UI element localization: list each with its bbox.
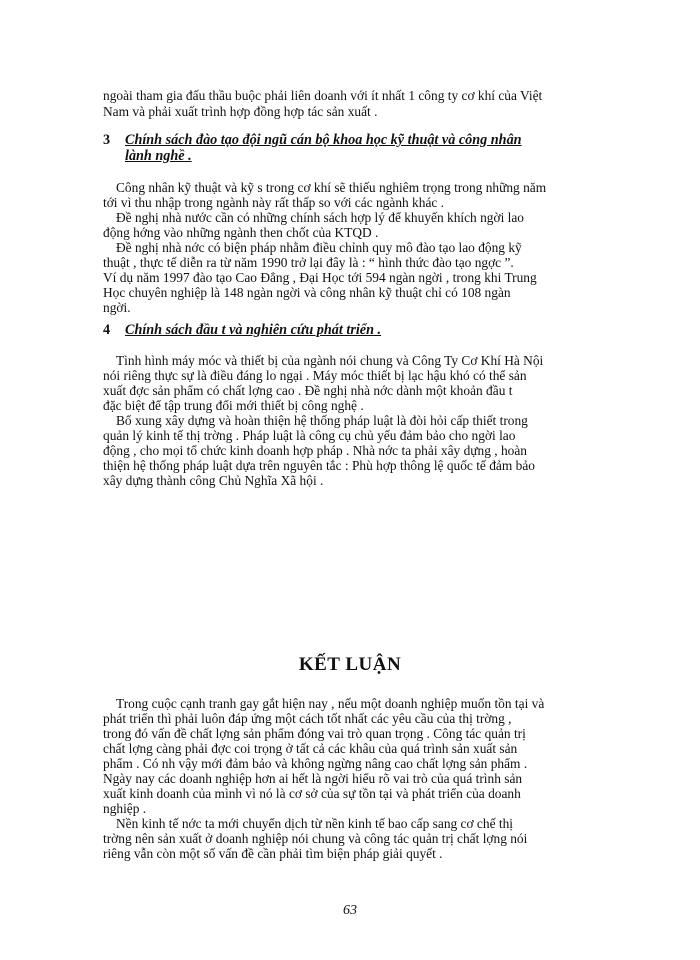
conclusion-line-2: phát triển thì phải luôn đáp ứng một cách tốt nhất các yêu cầu của thị trờng , bbox=[103, 711, 512, 726]
section-3-line-1: Công nhân kỹ thuật và kỹ s trong cơ khí sẽ thiếu nghiêm trọng trong những năm bbox=[116, 180, 547, 195]
conclusion-line-4: chất lợng càng phải đợc coi trọng ở tất cả các khâu của quá trình sản xuất sản bbox=[103, 741, 518, 756]
section-3-line-8: Học chuyên nghiệp là 148 ngàn ngời và công nhân kỹ thuật chỉ có 108 ngàn bbox=[103, 285, 511, 300]
section-4-number: 4 bbox=[103, 322, 111, 338]
section-4-line-7: động , cho mọi tổ chức kinh doanh hợp pháp . Nhà nớc ta phải xây dựng , hoàn bbox=[103, 443, 527, 458]
conclusion-line-7: xuất kinh doanh của mình vì nó là cơ sở của sự tồn tại và phát triển của doanh bbox=[103, 786, 521, 801]
section-3-line-2: tới vì thu nhập trong ngành này rất thấp so với các ngành khác . bbox=[103, 195, 445, 210]
section-4-line-3: xuất đợc sản phẩm có chất lợng cao . Đề nghị nhà nớc dành một khoản đầu t bbox=[103, 383, 513, 398]
section-4-heading bbox=[103, 322, 381, 338]
section-4-title: Chính sách đầu t và nghiên cứu phát triển . bbox=[125, 322, 382, 338]
section-3-line-7: Ví dụ năm 1997 đào tạo Cao Đẳng , Đại Học tới 594 ngàn ngời , trong khi Trung bbox=[103, 270, 537, 285]
section-4-line-1: Tình hình máy móc và thiết bị của ngành nói chung và Công Ty Cơ Khí Hà Nội bbox=[116, 353, 544, 368]
section-3-title-line-2: lành nghề . bbox=[125, 148, 192, 164]
conclusion-line-5: phẩm . Có nh vậy mới đảm bảo và không ngừng nâng cao chất lợng sản phẩm . bbox=[103, 756, 528, 771]
section-3-line-5: Đề nghị nhà nớc có biện pháp nhằm điều chỉnh quy mô đào tạo lao động kỹ bbox=[116, 240, 522, 255]
conclusion-line-3: trong đó vấn đề chất lợng sản phẩm đóng vai trò quan trọng . Công tác quản trị bbox=[103, 726, 526, 741]
intro-line-2: Nam và phải xuất trình hợp đồng hợp tác sản xuất . bbox=[103, 104, 378, 119]
section-4-line-6: quản lý kinh tế thị trờng . Pháp luật là công cụ chủ yếu đảm bảo cho ngời lao bbox=[103, 428, 516, 443]
page-number: 63 bbox=[343, 903, 357, 918]
conclusion-line-1: Trong cuộc cạnh tranh gay gắt hiện nay , nếu một doanh nghiệp muốn tồn tại và bbox=[116, 696, 545, 711]
conclusion-title: KẾT LUẬN bbox=[298, 654, 402, 675]
conclusion-line-6: Ngày nay các doanh nghiệp hơn ai hết là ngời hiểu rõ vai trò của quá trình sản bbox=[103, 771, 523, 786]
section-3-line-6: thuật , thực tế diễn ra từ năm 1990 trở lại đây là : “ hình thức đào tạo ngợc ”. bbox=[103, 255, 514, 270]
section-4-line-8: thiện hệ thống pháp luật dựa trên nguyên tắc : Phù hợp thông lệ quốc tế đảm bảo bbox=[103, 458, 535, 473]
section-3-number: 3 bbox=[103, 132, 111, 148]
section-3-line-3: Đề nghị nhà nước cần có những chính sách hợp lý để khuyến khích ngời lao bbox=[116, 210, 524, 225]
section-4-line-9: xây dựng thành công Chủ Nghĩa Xã hội . bbox=[103, 473, 324, 488]
section-4-line-5: Bổ xung xây dựng và hoàn thiện hệ thống pháp luật là đòi hỏi cấp thiết trong bbox=[116, 413, 528, 428]
section-3-line-9: ngời. bbox=[103, 300, 131, 315]
conclusion-line-9: Nền kinh tế nớc ta mới chuyển dịch từ nền kinh tế bao cấp sang cơ chế thị bbox=[116, 816, 513, 831]
section-4-line-4: đặc biệt để tập trung đổi mới thiết bị công nghệ . bbox=[103, 398, 364, 413]
conclusion-line-10: trờng nên sản xuất ở doanh nghiệp nói chung và công tác quản trị chất lợng nói bbox=[103, 831, 528, 846]
conclusion-line-11: riêng vẫn còn một số vấn đề cần phải tìm biện pháp giải quyết . bbox=[103, 846, 443, 861]
section-3-title-line-1: Chính sách đào tạo đội ngũ cán bộ khoa học kỹ thuật và công nhân bbox=[125, 132, 522, 148]
intro-line-1: ngoài tham gia đấu thầu buộc phải liên doanh với ít nhất 1 công ty cơ khí của Việt bbox=[103, 88, 543, 103]
conclusion-line-8: nghiệp . bbox=[103, 801, 147, 816]
section-3-line-4: động hớng vào những ngành then chốt của KTQD . bbox=[103, 225, 379, 240]
section-3-heading bbox=[103, 132, 522, 148]
section-3-heading-cont bbox=[125, 148, 192, 164]
section-4-line-2: nói riêng thực sự là điều đáng lo ngại . Máy móc thiết bị lạc hậu khó có thể sản bbox=[103, 368, 527, 383]
